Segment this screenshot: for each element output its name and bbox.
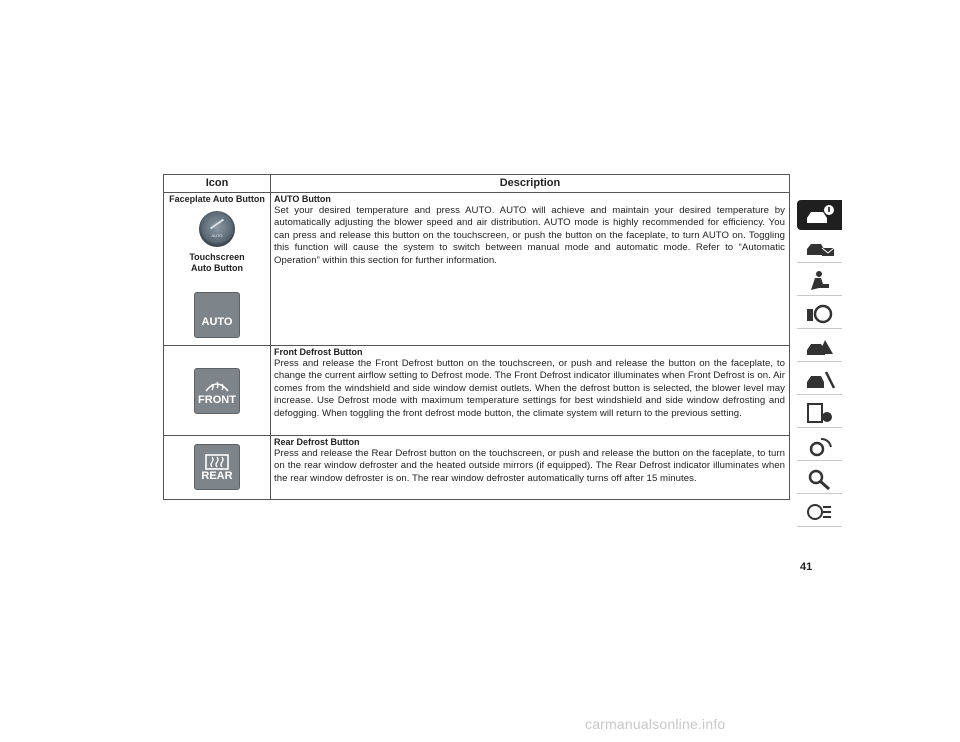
tab-seat-person[interactable] (797, 266, 842, 296)
tab-car-info[interactable] (797, 200, 842, 230)
page-number: 41 (800, 561, 813, 573)
index-abc-icon (805, 501, 835, 523)
auto-body: Set your desired temperature and press AUTO. AUTO will achieve and maintain your desired temperature by automatically adjusting the blower speed and air distribution. AUTO mode is highly recommended for efficiency. You can press and release this button on the touchscreen, or push the button on the faceplate, to turn AUTO on. Toggling this function will cause the system to switch between manual mode and automatic mode. Refer to “Automatic Operation” within this section for further information. (274, 205, 785, 266)
rear-button-text: REAR (201, 469, 233, 482)
table-header-row (164, 175, 790, 193)
front-title: Front Defrost Button (274, 347, 363, 357)
header-description: Description (271, 175, 790, 193)
tab-car-crash[interactable] (797, 332, 842, 362)
table-row-front (164, 346, 790, 436)
checklist-gear-icon (805, 402, 835, 424)
car-tools-icon (805, 369, 835, 391)
auto-button-icon (194, 292, 240, 338)
rear-window-defrost-icon (203, 453, 231, 471)
tab-steering[interactable] (797, 299, 842, 329)
tab-search[interactable] (797, 464, 842, 494)
tab-car-mail[interactable] (797, 233, 842, 263)
car-crash-icon (805, 336, 835, 358)
table-row-rear (164, 436, 790, 500)
rear-defrost-icon (194, 444, 240, 490)
front-defrost-icon (194, 368, 240, 414)
auto-button-text: AUTO (201, 316, 233, 328)
front-button-text: FRONT (198, 393, 236, 406)
tab-car-tools[interactable] (797, 365, 842, 395)
table-row-auto (164, 193, 790, 346)
desc-cell-auto (271, 193, 790, 346)
front-body: Press and release the Front Defrost button on the touchscreen, or push and release the button on the faceplate, to change the current airflow setting to Defrost mode. The Front Defrost indicator illuminates when Front Defrost is on. Air comes from the windshield and side window demist outlets. When the defrost button is selected, the blower level may increase. Use Defrost mode with maximum temperature settings for best windshield and side window defrosting and defogging. When toggling the front defrost mode button, the climate system will return to the previous setting. (274, 358, 785, 419)
car-info-icon (805, 204, 835, 226)
seat-person-icon (805, 270, 835, 292)
auto-dial-icon (199, 211, 235, 247)
icon-cell-auto (164, 193, 271, 346)
windshield-defrost-icon (203, 377, 231, 395)
multimedia-icon (805, 435, 835, 457)
search-icon (805, 468, 835, 490)
touchscreen-auto-label: Touchscreen Auto Button (189, 252, 245, 273)
icon-cell-front (164, 346, 271, 436)
rear-title: Rear Defrost Button (274, 437, 360, 447)
header-icon: Icon (164, 175, 271, 193)
watermark-text: carmanualsonline.info (585, 716, 726, 732)
desc-cell-rear (271, 436, 790, 500)
tab-checklist[interactable] (797, 398, 842, 428)
rear-body: Press and release the Rear Defrost button on the touchscreen, or push and release the button on the faceplate, to turn on the rear window defroster and the heated outside mirrors (if equipped). The Rear Defrost indicator illuminates when the rear window defroster is on. The rear window defroster automatically turns off after 15 minutes. (274, 448, 785, 484)
tab-multimedia[interactable] (797, 431, 842, 461)
tab-index[interactable] (797, 497, 842, 527)
steering-dashboard-icon (805, 303, 835, 325)
climate-controls-table (163, 174, 790, 500)
dial-text: AUTO (211, 233, 223, 238)
desc-cell-front (271, 346, 790, 436)
faceplate-auto-label: Faceplate Auto Button (169, 194, 265, 204)
chapter-tabs (797, 200, 842, 530)
auto-title: AUTO Button (274, 194, 331, 204)
icon-cell-rear (164, 436, 271, 500)
car-mail-icon (805, 237, 835, 259)
